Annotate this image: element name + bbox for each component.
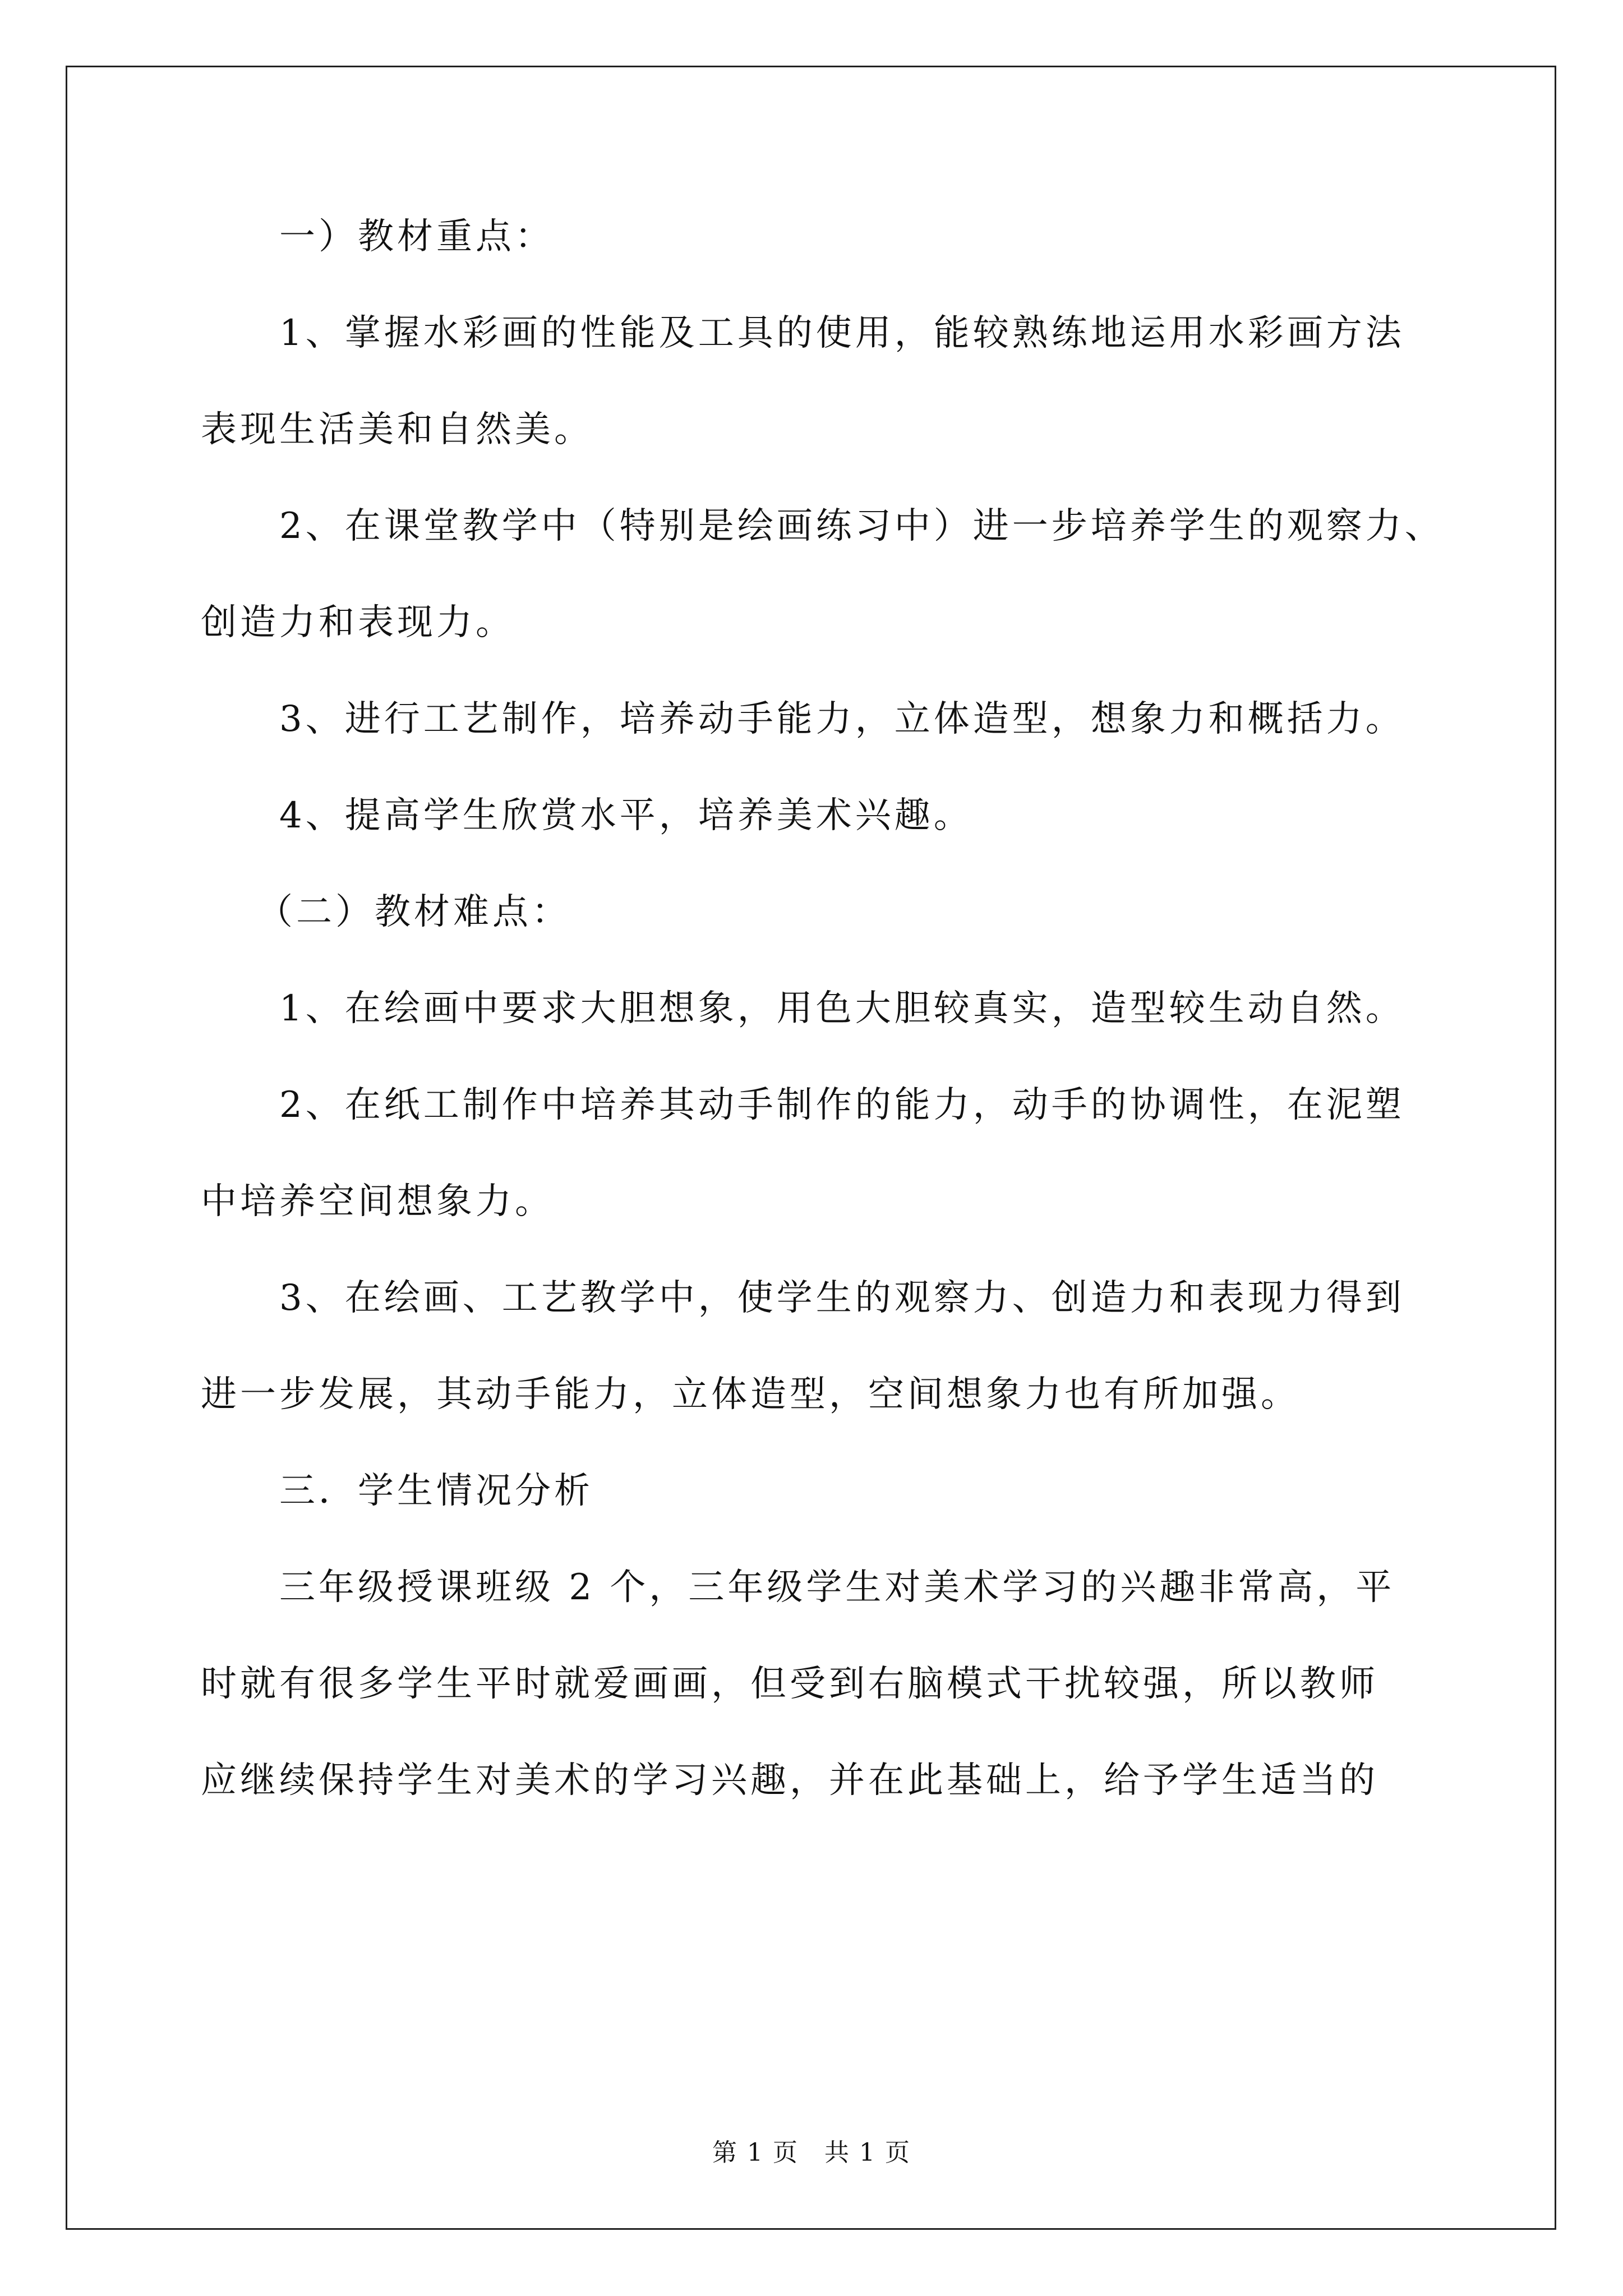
heading-key-points: 一）教材重点： xyxy=(279,216,554,257)
page-number-footer: 第 1 页 共 1 页 xyxy=(712,2138,911,2167)
page-border xyxy=(66,66,1556,2230)
heading-difficulties: （二）教材难点： xyxy=(257,891,571,933)
paragraph-line: 2、在课堂教学中（特别是绘画练习中）进一步培养学生的观察力、 xyxy=(279,505,1444,547)
paragraph-line: 4、提高学生欣赏水平，培养美术兴趣。 xyxy=(279,795,973,836)
paragraph-line: 3、在绘画、工艺教学中，使学生的观察力、创造力和表现力得到 xyxy=(279,1277,1405,1319)
paragraph-line: 1、掌握水彩画的性能及工具的使用，能较熟练地运用水彩画方法 xyxy=(279,312,1405,354)
paragraph-line: 1、在绘画中要求大胆想象，用色大胆较真实，造型较生动自然。 xyxy=(279,988,1405,1029)
heading-student-analysis: 三．学生情况分析 xyxy=(279,1470,593,1512)
paragraph-line: 三年级授课班级 2 个，三年级学生对美术学习的兴趣非常高，平 xyxy=(279,1567,1395,1608)
paragraph-line: 3、进行工艺制作，培养动手能力，立体造型，想象力和概括力。 xyxy=(279,698,1405,740)
paragraph-line: 表现生活美和自然美。 xyxy=(201,409,593,450)
paragraph-line: 应继续保持学生对美术的学习兴趣，并在此基础上，给予学生适当的 xyxy=(201,1760,1378,1801)
paragraph-line: 2、在纸工制作中培养其动手制作的能力，动手的协调性，在泥塑 xyxy=(279,1084,1405,1126)
paragraph-line: 中培养空间想象力。 xyxy=(201,1181,554,1222)
paragraph-line: 进一步发展，其动手能力，立体造型，空间想象力也有所加强。 xyxy=(201,1374,1300,1415)
paragraph-line: 创造力和表现力。 xyxy=(201,602,515,643)
paragraph-line: 时就有很多学生平时就爱画画，但受到右脑模式干扰较强，所以教师 xyxy=(201,1663,1378,1705)
